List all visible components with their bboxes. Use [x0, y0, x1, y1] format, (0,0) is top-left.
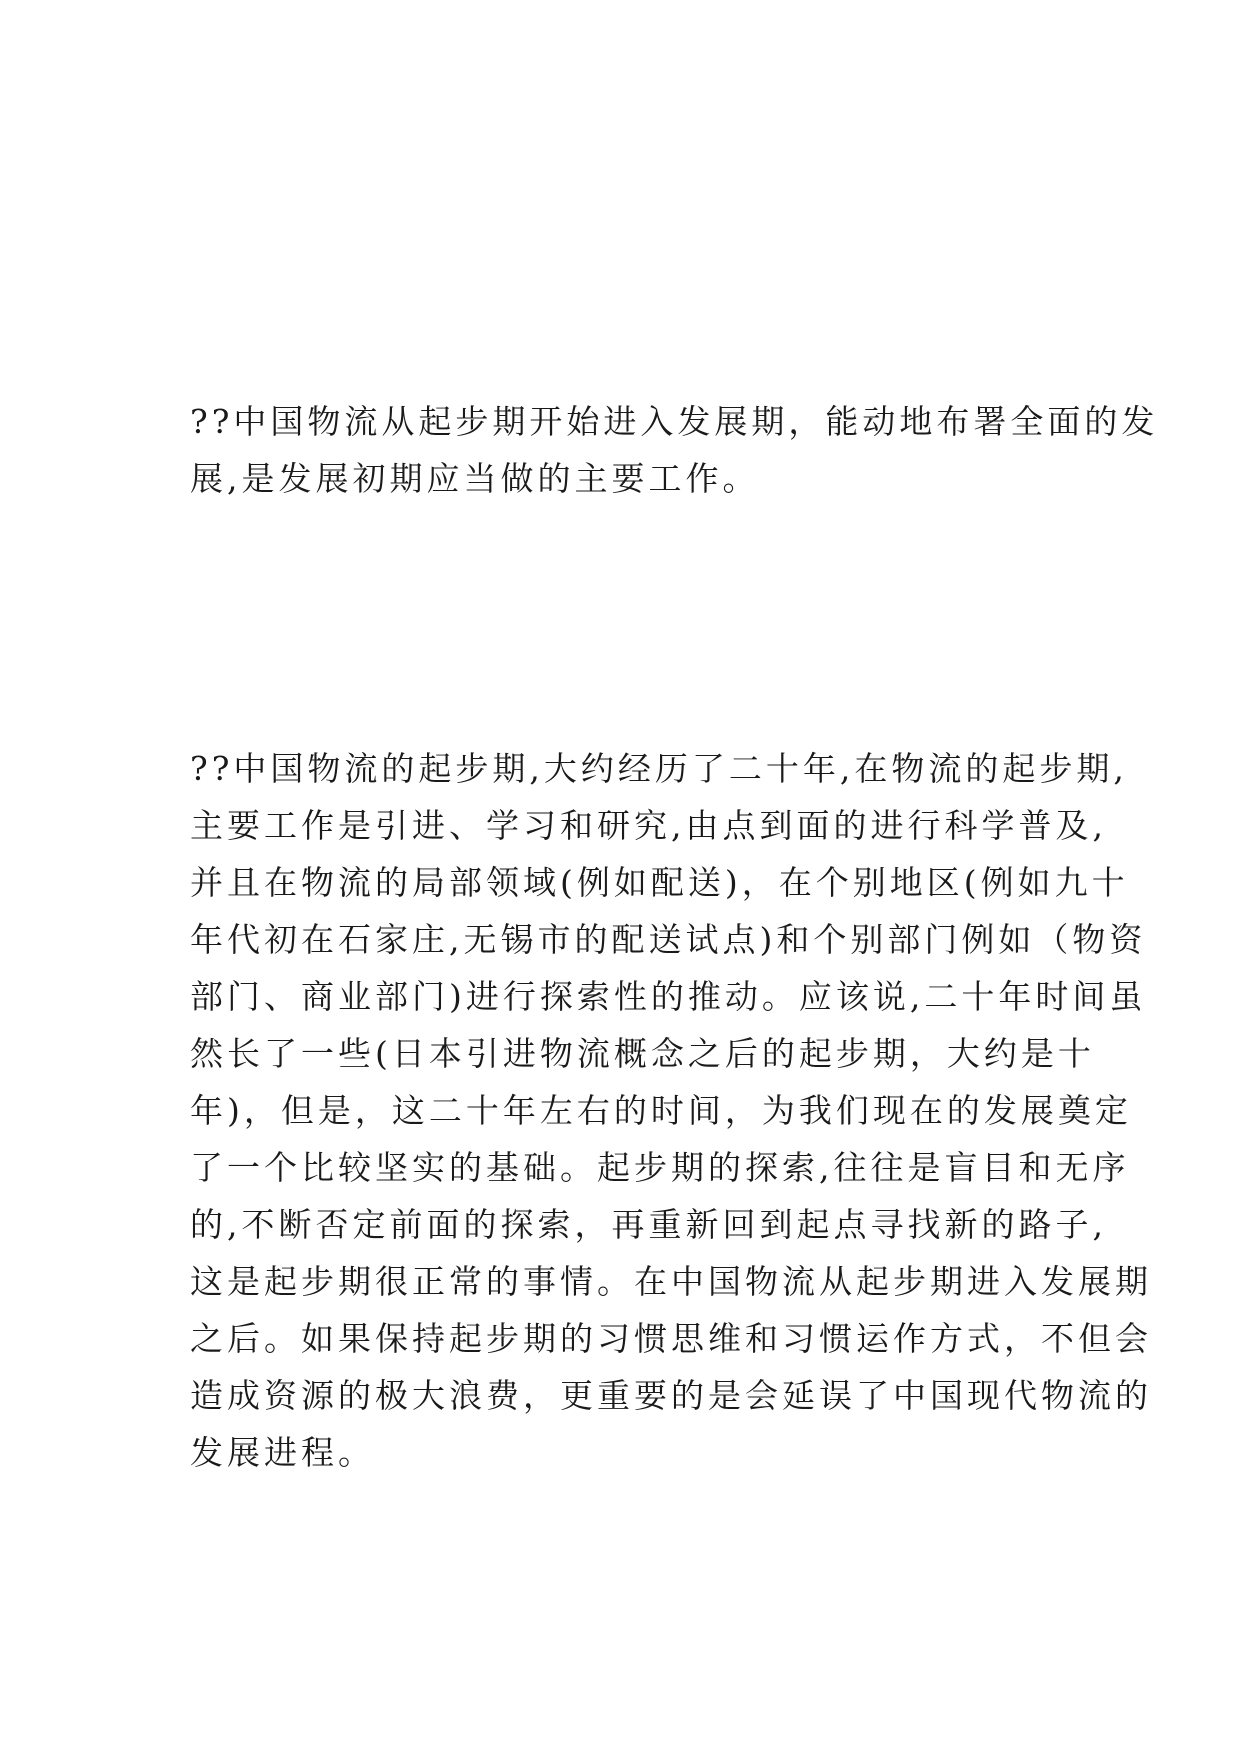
paragraph-line: 部门、商业部门)进行探索性的推动。应该说,二十年时间虽	[190, 977, 1147, 1016]
paragraph-line: 造成资源的极大浪费，更重要的是会延误了中国现代物流的	[190, 1376, 1152, 1415]
paragraph-2	[190, 740, 1152, 1481]
paragraph-line: ??中国物流从起步期开始进入发展期，能动地布署全面的发	[190, 402, 1159, 441]
paragraph-line: 之后。如果保持起步期的习惯思维和习惯运作方式，不但会	[190, 1319, 1152, 1358]
paragraph-line: 年代初在石家庄,无锡市的配送试点)和个别部门例如（物资	[190, 920, 1147, 959]
paragraph-line: 然长了一些(日本引进物流概念之后的起步期，大约是十	[190, 1034, 1095, 1073]
paragraph-line: 展,是发展初期应当做的主要工作。	[190, 459, 760, 498]
paragraph-line: 了一个比较坚实的基础。起步期的探索,往往是盲目和无序	[190, 1148, 1130, 1187]
paragraph-line: 年)，但是，这二十年左右的时间，为我们现在的发展奠定	[190, 1091, 1132, 1130]
paragraph-line: 并且在物流的局部领域(例如配送)，在个别地区(例如九十	[190, 863, 1129, 902]
paragraph-line: 的,不断否定前面的探索，再重新回到起点寻找新的路子,	[190, 1205, 1107, 1244]
paragraph-line: 这是起步期很正常的事情。在中国物流从起步期进入发展期	[190, 1262, 1152, 1301]
paragraph-line: 发展进程。	[190, 1433, 375, 1472]
paragraph-line: ??中国物流的起步期,大约经历了二十年,在物流的起步期,	[190, 749, 1128, 788]
paragraph-line: 主要工作是引进、学习和研究,由点到面的进行科学普及,	[190, 806, 1107, 845]
paragraph-1	[190, 393, 1159, 507]
